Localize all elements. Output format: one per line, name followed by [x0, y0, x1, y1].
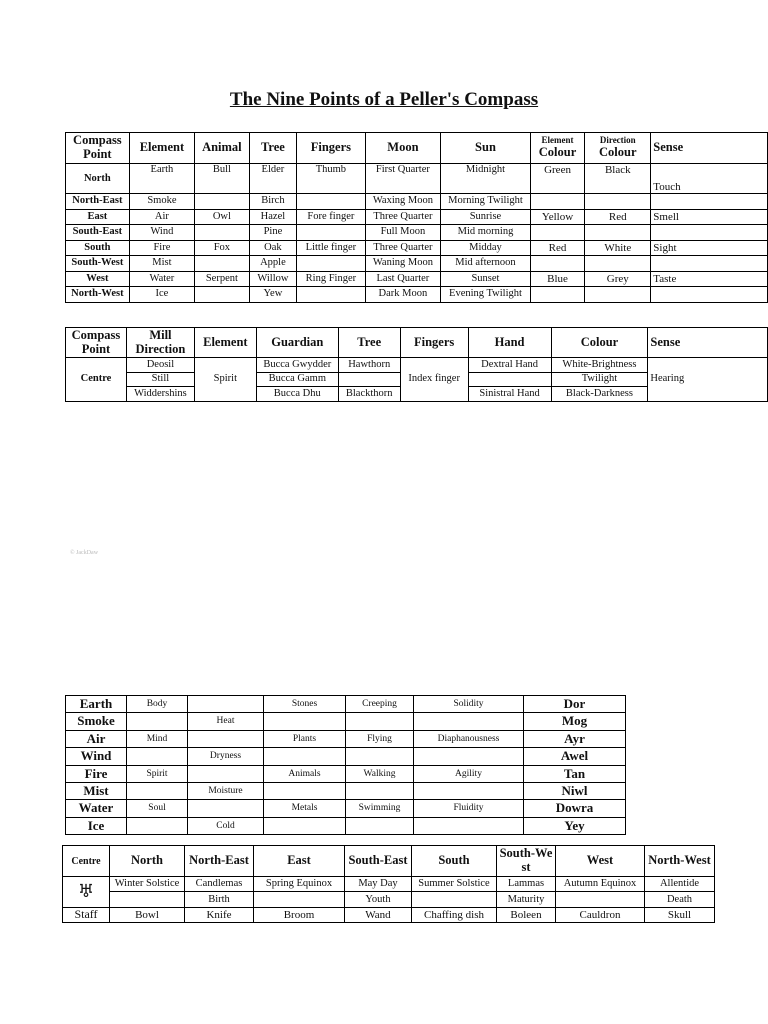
tool-cell: Knife	[185, 907, 254, 922]
tree: Blackthorn	[338, 387, 400, 402]
cell-tree: Yew	[249, 287, 297, 303]
hand	[468, 372, 551, 387]
cell-fingers: Fore finger	[297, 209, 365, 225]
stage-cell	[254, 892, 345, 907]
header-sun: Sun	[441, 133, 531, 164]
cell-c5: Diaphanousness	[414, 730, 524, 747]
cell-c1: Soul	[127, 800, 188, 817]
stage-cell: Youth	[345, 892, 412, 907]
cell-point: North-East	[66, 194, 130, 210]
stage-cell	[412, 892, 497, 907]
cell-moon: Waning Moon	[365, 256, 441, 272]
colour: Black-Darkness	[551, 387, 648, 402]
cell-c3	[264, 817, 346, 834]
cell-c2: Moisture	[188, 782, 264, 799]
header-compass-point: Compass Point	[66, 133, 130, 164]
cell-ecolour: Yellow	[530, 209, 585, 225]
cell-c5: Solidity	[414, 696, 524, 713]
stage-cell: Maturity	[497, 892, 556, 907]
cell-c3: Animals	[264, 765, 346, 782]
header-animal: Animal	[195, 133, 250, 164]
cell-dcolour: Red	[585, 209, 651, 225]
cell-fingers: Ring Finger	[297, 271, 365, 287]
tool-cell: Boleen	[497, 907, 556, 922]
header-west: West	[556, 846, 645, 877]
centre-table	[65, 327, 768, 402]
centre-symbol-icon: ♅	[63, 877, 110, 908]
cell-c2	[188, 765, 264, 782]
table-row	[66, 287, 768, 303]
header-north: North	[110, 846, 185, 877]
table-row	[66, 209, 768, 225]
festival-cell: Autumn Equinox	[556, 877, 645, 892]
cell-c3: Metals	[264, 800, 346, 817]
header-hand: Hand	[468, 328, 551, 358]
cell-c4: Walking	[346, 765, 414, 782]
cell-element: Fire	[66, 765, 127, 782]
cell-c1: Body	[127, 696, 188, 713]
stage-cell: Death	[645, 892, 715, 907]
cell-point: East	[66, 209, 130, 225]
header-direction-colour-bottom: Colour	[599, 145, 637, 160]
compass-points-table	[65, 132, 768, 303]
stage-cell: Birth	[185, 892, 254, 907]
festival-cell: May Day	[345, 877, 412, 892]
festival-cell: Allentide	[645, 877, 715, 892]
cell-tree: Pine	[249, 225, 297, 241]
header-centre: Centre	[63, 846, 110, 877]
cell-sense: Sight	[651, 240, 768, 256]
centre-point: Centre	[66, 358, 127, 402]
tool-cell: Cauldron	[556, 907, 645, 922]
cell-element: Ice	[66, 817, 127, 834]
cell-c4	[346, 748, 414, 765]
cell-c1	[127, 713, 188, 730]
cell-dcolour: Grey	[585, 271, 651, 287]
cell-ecolour: Green	[530, 164, 585, 194]
tree: Hawthorn	[338, 358, 400, 373]
cell-c4: Flying	[346, 730, 414, 747]
cell-element: Ice	[129, 287, 194, 303]
hand: Sinistral Hand	[468, 387, 551, 402]
header-element: Element	[194, 328, 256, 358]
cell-animal: Fox	[195, 240, 250, 256]
table-row	[66, 358, 768, 373]
header-element: Element	[129, 133, 194, 164]
cell-name: Niwl	[524, 782, 626, 799]
cell-ecolour: Blue	[530, 271, 585, 287]
cell-element: Earth	[129, 164, 194, 194]
cell-element: Wind	[66, 748, 127, 765]
tool-cell: Skull	[645, 907, 715, 922]
cell-tree: Hazel	[249, 209, 297, 225]
table-row	[66, 225, 768, 241]
cell-c1	[127, 782, 188, 799]
cell-name: Mog	[524, 713, 626, 730]
header-compass-point: Compass Point	[66, 328, 127, 358]
cell-point: South-West	[66, 256, 130, 272]
cell-tree: Apple	[249, 256, 297, 272]
cell-element: Wind	[129, 225, 194, 241]
cell-c4	[346, 817, 414, 834]
cell-tree: Willow	[249, 271, 297, 287]
cell-sense	[651, 256, 768, 272]
cell-point: South	[66, 240, 130, 256]
header-element-colour-top: Element	[541, 135, 574, 146]
cell-c5	[414, 817, 524, 834]
cell-c2	[188, 800, 264, 817]
cell-animal: Owl	[195, 209, 250, 225]
header-tree: Tree	[338, 328, 400, 358]
cell-c3	[264, 713, 346, 730]
cell-dcolour	[585, 287, 651, 303]
cell-c4	[346, 782, 414, 799]
festival-cell: Winter Solstice	[110, 877, 185, 892]
header-south: South	[412, 846, 497, 877]
cell-point: North-West	[66, 287, 130, 303]
cell-c1	[127, 748, 188, 765]
header-direction-colour-top: Direction	[599, 135, 636, 146]
tool-row	[63, 907, 715, 922]
header-element-colour-bottom: Colour	[538, 145, 577, 160]
cell-point: West	[66, 271, 130, 287]
table-row	[66, 730, 626, 747]
table-row	[66, 817, 626, 834]
cell-c1: Mind	[127, 730, 188, 747]
cell-element: Water	[129, 271, 194, 287]
centre-element: Spirit	[194, 358, 256, 402]
header-guardian: Guardian	[256, 328, 338, 358]
cell-c5	[414, 782, 524, 799]
tool-cell: Broom	[254, 907, 345, 922]
cell-name: Tan	[524, 765, 626, 782]
cell-ecolour	[530, 256, 585, 272]
mill-direction: Still	[126, 372, 194, 387]
header-north-east: North-East	[185, 846, 254, 877]
cell-ecolour	[530, 194, 585, 210]
cell-c4	[346, 713, 414, 730]
header-colour: Colour	[551, 328, 648, 358]
table-row	[66, 765, 626, 782]
guardian: Bucca Dhu	[256, 387, 338, 402]
table-header-row	[66, 328, 768, 358]
cell-c5	[414, 713, 524, 730]
cell-name: Dowra	[524, 800, 626, 817]
festival-cell: Lammas	[497, 877, 556, 892]
cell-element: Water	[66, 800, 127, 817]
cell-sense	[651, 287, 768, 303]
cell-name: Ayr	[524, 730, 626, 747]
festival-cell: Candlemas	[185, 877, 254, 892]
cell-sense	[651, 225, 768, 241]
cell-sun: Mid afternoon	[441, 256, 531, 272]
table-row	[66, 164, 768, 194]
cell-element: Fire	[129, 240, 194, 256]
cell-fingers: Little finger	[297, 240, 365, 256]
cell-fingers	[297, 287, 365, 303]
cell-moon: Last Quarter	[365, 271, 441, 287]
cell-c2: Dryness	[188, 748, 264, 765]
cell-sun: Midday	[441, 240, 531, 256]
cell-c1	[127, 817, 188, 834]
elements-table	[65, 695, 626, 835]
table-row	[66, 240, 768, 256]
header-north-west: North-West	[645, 846, 715, 877]
cell-sense: Taste	[651, 271, 768, 287]
cell-c3: Stones	[264, 696, 346, 713]
cell-animal: Serpent	[195, 271, 250, 287]
cell-dcolour	[585, 225, 651, 241]
cell-ecolour	[530, 287, 585, 303]
header-element-colour	[530, 133, 585, 164]
header-tree: Tree	[249, 133, 297, 164]
table-row	[66, 748, 626, 765]
mill-direction: Deosil	[126, 358, 194, 373]
cell-c2	[188, 696, 264, 713]
cell-ecolour: Red	[530, 240, 585, 256]
cell-name: Dor	[524, 696, 626, 713]
centre-fingers: Index finger	[400, 358, 468, 402]
header-mill-direction: Mill Direction	[126, 328, 194, 358]
table-header-row	[66, 133, 768, 164]
cell-c4: Creeping	[346, 696, 414, 713]
cell-animal	[195, 194, 250, 210]
stage-cell	[110, 892, 185, 907]
colour: White-Brightness	[551, 358, 648, 373]
cell-sun: Morning Twilight	[441, 194, 531, 210]
cell-sun: Midnight	[441, 164, 531, 194]
guardian: Bucca Gamm	[256, 372, 338, 387]
cell-dcolour: White	[585, 240, 651, 256]
cell-moon: Three Quarter	[365, 209, 441, 225]
cell-dcolour	[585, 256, 651, 272]
header-south-west: South-West	[497, 846, 556, 877]
table-row	[66, 194, 768, 210]
cell-name: Awel	[524, 748, 626, 765]
cell-moon: Three Quarter	[365, 240, 441, 256]
guardian: Bucca Gwydder	[256, 358, 338, 373]
cell-tree: Birch	[249, 194, 297, 210]
cell-tree: Elder	[249, 164, 297, 194]
cell-moon: Dark Moon	[365, 287, 441, 303]
cell-c3	[264, 748, 346, 765]
cell-sense: Smell	[651, 209, 768, 225]
table-row	[66, 256, 768, 272]
page-title: The Nine Points of a Peller's Compass	[229, 89, 539, 110]
cell-point: North	[66, 164, 130, 194]
header-fingers: Fingers	[400, 328, 468, 358]
table-row	[66, 696, 626, 713]
header-sense: Sense	[648, 328, 768, 358]
cell-element: Air	[66, 730, 127, 747]
cell-ecolour	[530, 225, 585, 241]
tool-cell: Wand	[345, 907, 412, 922]
cell-tree: Oak	[249, 240, 297, 256]
header-fingers: Fingers	[297, 133, 365, 164]
centre-sense: Hearing	[648, 358, 768, 402]
table-row	[66, 271, 768, 287]
cell-dcolour	[585, 194, 651, 210]
cell-fingers	[297, 194, 365, 210]
cell-c1: Spirit	[127, 765, 188, 782]
cell-c2: Heat	[188, 713, 264, 730]
cell-element: Air	[129, 209, 194, 225]
tool-cell: Bowl	[110, 907, 185, 922]
colour: Twilight	[551, 372, 648, 387]
tool-cell: Chaffing dish	[412, 907, 497, 922]
table-row	[66, 782, 626, 799]
tree	[338, 372, 400, 387]
festival-cell: Spring Equinox	[254, 877, 345, 892]
cell-moon: Waxing Moon	[365, 194, 441, 210]
cell-dcolour: Black	[585, 164, 651, 194]
cell-animal	[195, 287, 250, 303]
cell-c3	[264, 782, 346, 799]
cell-sun: Evening Twilight	[441, 287, 531, 303]
header-east: East	[254, 846, 345, 877]
cell-animal	[195, 256, 250, 272]
cell-fingers: Thumb	[297, 164, 365, 194]
cell-c4: Swimming	[346, 800, 414, 817]
stage-cell	[556, 892, 645, 907]
stage-row	[63, 892, 715, 907]
staff-label: Staff	[63, 907, 110, 922]
cell-fingers	[297, 256, 365, 272]
cell-c3: Plants	[264, 730, 346, 747]
hand: Dextral Hand	[468, 358, 551, 373]
table-row	[66, 800, 626, 817]
cell-sun: Sunset	[441, 271, 531, 287]
cell-c2	[188, 730, 264, 747]
cell-element: Smoke	[66, 713, 127, 730]
header-south-east: South-East	[345, 846, 412, 877]
cell-c5: Agility	[414, 765, 524, 782]
cell-element: Smoke	[129, 194, 194, 210]
cell-element: Mist	[66, 782, 127, 799]
table-row	[66, 713, 626, 730]
cell-sense: Touch	[651, 164, 768, 194]
cell-element: Earth	[66, 696, 127, 713]
festival-row	[63, 877, 715, 892]
festivals-table	[62, 845, 715, 923]
header-sense: Sense	[651, 133, 768, 164]
cell-fingers	[297, 225, 365, 241]
cell-sun: Mid morning	[441, 225, 531, 241]
watermark: © JackDaw	[70, 550, 99, 556]
cell-name: Yey	[524, 817, 626, 834]
cell-sun: Sunrise	[441, 209, 531, 225]
table-header-row	[63, 846, 715, 877]
cell-sense	[651, 194, 768, 210]
cell-point: South-East	[66, 225, 130, 241]
cell-moon: First Quarter	[365, 164, 441, 194]
cell-moon: Full Moon	[365, 225, 441, 241]
cell-c2: Cold	[188, 817, 264, 834]
cell-animal	[195, 225, 250, 241]
cell-animal: Bull	[195, 164, 250, 194]
cell-c5	[414, 748, 524, 765]
mill-direction: Widdershins	[126, 387, 194, 402]
header-direction-colour	[585, 133, 651, 164]
cell-element: Mist	[129, 256, 194, 272]
header-moon: Moon	[365, 133, 441, 164]
festival-cell: Summer Solstice	[412, 877, 497, 892]
cell-c5: Fluidity	[414, 800, 524, 817]
